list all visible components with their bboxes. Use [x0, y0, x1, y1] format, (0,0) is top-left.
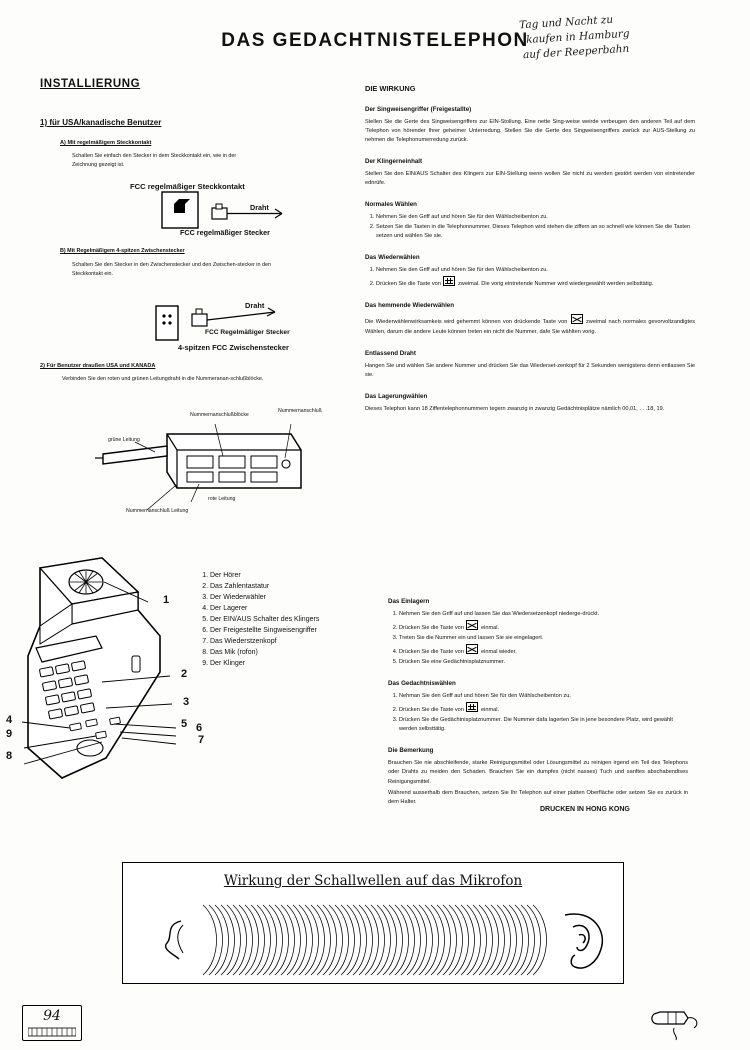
- label-red-wire: rote Leitung: [208, 496, 236, 502]
- label-terminal-wire: Nummernanschluß Leitung: [126, 508, 189, 514]
- op-text-4: Die Wiederwählenwirksamkeis wird gehemmt können von drückende Taste von zweimal nach normales gevorvoltzandigtes Wählen, darum die andere Leute können treten ein nicht die Nummer, dafe Sie wählten vorig.: [365, 314, 695, 336]
- label-terminal: Nummernanschluß: [278, 408, 322, 414]
- parts-list-item-3: 4. Der Lagerer: [210, 603, 319, 614]
- store-x-icon: [466, 620, 478, 630]
- page-number: 94: [43, 1008, 61, 1024]
- label-fcc-adapter: 4-spitzen FCC Zwischenstecker: [178, 343, 289, 352]
- lr-heading-2: Die Bemerkung: [388, 747, 434, 755]
- label-wire-a: Draht: [250, 203, 269, 212]
- subsection-a-heading: A) Mit regelmäßigem Steckkontakt: [60, 140, 152, 146]
- op-list-3-item-0: 1. Nehmen Sie den Griff auf und hören Sie für den Wählscheibenton zu.: [376, 266, 695, 275]
- callout-8: 8: [6, 750, 13, 762]
- corner-doodle-icon: [648, 1000, 718, 1045]
- callout-4: 4: [6, 714, 13, 726]
- lr-list-0-item-0: 1. Nehmen Sie den Griff auf und lassen Sie das Wiedersetzenkopf niederge-drückt.: [399, 610, 688, 619]
- lr-list-0-item-1: 2. Drücken Sie die Taste von einmal.: [399, 620, 688, 633]
- wave-panel-title: Wirkung der Schallwellen auf das Mikrofon: [223, 873, 523, 889]
- op-list-3-item-1: 2. Drücken Sie die Taste von zweimal. Die vorig eintretende Nummer wird wiedergewählt werden selbsttätig.: [376, 276, 695, 289]
- lr-list-1-item-1: 2. Drücken Sie die Taste von einmal.: [399, 702, 688, 715]
- lr-heading-1: Das Gedachtniswählen: [388, 680, 456, 688]
- page-title: DAS GEDACHTNISTELEPHON: [221, 30, 529, 51]
- op-heading-1: Der Klingerneinhalt: [365, 158, 423, 166]
- callout-1: 1: [163, 594, 170, 606]
- subsection-b-heading: B) Mit Regelmäßigem 4-spitzen Zwischenstecker: [60, 248, 185, 254]
- handwritten-line-2: kaufen in Hamburg: [525, 27, 630, 47]
- page-footer-ornament: [28, 1026, 76, 1038]
- callout-5: 5: [181, 718, 188, 730]
- lr-list-1-item-0: 1. Nehman Sie den Griff auf und hören Sie für den Wählscheibenton zu.: [399, 692, 688, 701]
- lr-list-0-item-4: 5. Drücken Sie eine Gedächtnisplatznummer.: [399, 658, 688, 667]
- lr-list-0-item-2: 3. Treten Sie die Nummer ein und lassen Sie sie eingelagert.: [399, 634, 688, 643]
- op-list-3: [365, 266, 695, 289]
- lr-list-1: [388, 692, 688, 734]
- label-wire-b: Draht: [245, 301, 265, 310]
- page-number-box: [22, 1005, 82, 1041]
- handwritten-line-3: auf der Reeperbahn: [522, 43, 630, 62]
- redial-x-icon: [571, 314, 583, 324]
- lr-text-2-0: Brauchen Sie nie abschleifende, starke Reinigungsmittel oder Lösungsmittel zu reinigen irgend ein Teil des Telephons oder Drahts zu meiden den Schaden. Brauchen Sie ein dumpfes (nicht nasses) Tuch und sanftes abschabendises Reinigungsmittel.: [388, 760, 688, 785]
- lr-heading-0: Das Einlagern: [388, 598, 430, 605]
- parts-list-item-6: 7. Das Wiederstzenkopf: [210, 636, 319, 647]
- lr-text-2-1: Während ausserhalb dem Brauchen, setzen Sie Ihr Telephon auf einer platten Oberfläche oder setzen Sie es zurück in dem Halter.: [388, 789, 688, 805]
- lr-list-0: [388, 610, 688, 667]
- parts-list-item-4: 5. Der EIN/AUS Schalter des Klingers: [210, 614, 319, 625]
- subsection-b-text: Schalten Sie den Stecker in den Zwischenstecker und den Zwischen-stecker in den Steckkontakt ein.: [72, 262, 271, 277]
- op-text-1: Stellen Sie den EIN/AUS Schalter des Klingers zur EIN-Stellung wenn wollen Sie nicht zu werden gestört werden von eintretender ednrüfe.: [365, 171, 695, 187]
- op-heading-6: Das Lagerungwählen: [365, 392, 428, 400]
- op-list-2: [365, 213, 695, 241]
- recall-grid-icon: [466, 702, 478, 712]
- section-2-heading: 2) Für Benutzer draußen USA und KANADA: [40, 363, 156, 369]
- sound-wave-diagram: [123, 899, 623, 981]
- parts-list-item-7: 8. Das Mik (rofon): [210, 647, 319, 658]
- label-green-wire: grüne Leitung: [108, 437, 140, 443]
- callout-3: 3: [183, 696, 190, 708]
- operation-heading: DIE WIRKUNG: [365, 84, 416, 93]
- wave-panel: [122, 862, 624, 984]
- label-fcc-plug: FCC regelmäßiger Stecker: [180, 228, 270, 237]
- print-note: DRUCKEN IN HONG KONG: [540, 806, 630, 813]
- op-heading-5: Entlassend Draht: [365, 349, 416, 357]
- label-fcc-plug-b: FCC Regelmäßiger Stecker: [205, 329, 290, 336]
- callout-6: 6: [196, 722, 203, 734]
- op-list-2-item-1: 2. Setzen Sie die Tasten in die Telephonnummer. Dieses Telephon wird stehen die ziffern an so schnell wie können Sie die Tasten setzen und wählen Sie sie.: [376, 223, 695, 241]
- op-heading-4: Das hemmende Wiederwählen: [365, 302, 455, 310]
- installation-heading: INSTALLIERUNG: [40, 78, 141, 90]
- store-x-icon-2: [466, 644, 478, 654]
- parts-list-item-2: 3. Der Wiederwähler: [210, 592, 319, 603]
- lower-right-column: [388, 598, 688, 809]
- parts-list-item-8: 9. Der Klinger: [210, 658, 319, 669]
- section-2-text: Verbinden Sie den roten und grünen Leitungdraht in die Nummeranan-schlußblöcke.: [62, 376, 264, 382]
- label-terminal-block: Nummernanschlußblöcke: [190, 412, 249, 418]
- lr-list-1-item-2: 3. Drücken Sie die Gedächtnisplatznummer. Die Nummer dafa lagerten Sie in jene besondere Platz, wird gewählt werden selbsttätig.: [399, 716, 688, 734]
- op-text-5: Hangen Sie und wählen Sie andere Nummer und drücken Sie das Wiederset-zenkopf für 2 Sekunden wenigstens denn entlassen Sie sie.: [365, 362, 695, 378]
- lr-list-0-item-3: 4. Drücken Sie die Taste von einmal wieder.: [399, 644, 688, 657]
- op-heading-3: Das Wiederwählen: [365, 254, 420, 262]
- parts-list-item-1: 2. Das Zahlentastatur: [210, 581, 319, 592]
- section-1-heading: 1) für USA/kanadische Benutzer: [40, 118, 162, 127]
- op-text-6: Dieses Telephon kann 18 Ziffentelephonnummern tegern zwanzig in zwanzig Gedächtnisplätze nämlich 00,01, . . .18, 19.: [365, 405, 665, 412]
- parts-list: [196, 570, 319, 669]
- op-heading-0: Der Singweisengriffer (Freigestallte): [365, 106, 472, 113]
- handwritten-line-1: Tag und Nacht zu: [518, 13, 614, 32]
- op-list-2-item-0: 1. Nehmen Sie den Griff auf und hören Sie für den Wählscheibenton zu.: [376, 213, 695, 222]
- diagram-adapter-plug: [150, 300, 310, 348]
- op-heading-2: Normales Wählen: [365, 201, 417, 209]
- callout-2: 2: [181, 668, 188, 680]
- parts-list-item-5: 6. Der Freigestellte Singweisengriffer: [210, 625, 319, 636]
- telephone-illustration: [10, 552, 210, 802]
- callout-9: 9: [6, 728, 13, 740]
- operation-column: [365, 84, 695, 416]
- op-text-0: Stellen Sie die Gerte des Singweisengriffers zur EIN-Stollung. Eine nette Sing-weise weirde verbeugen den anderen Teil auf dem 'Telephon von hörender Ihrer geheimer Unterredung. Stellen Sie die Gerte des Singweisengriffers zwrück zur AUS-Stellung zu nehmen die Telephonumerredung zurück.: [365, 119, 695, 144]
- callout-7: 7: [198, 734, 205, 746]
- handwritten-note: [519, 6, 731, 64]
- memory-grid-icon: [443, 276, 455, 286]
- label-fcc-socket: FCC regelmäßiger Steckkontakt: [130, 182, 245, 191]
- parts-list-item-0: 1. Der Hörer: [210, 570, 319, 581]
- subsection-a-text: Schalten Sie einfach den Stecker in dem Steckkontakt ein, wie in der Zeichnung gezeigt ist.: [72, 153, 237, 168]
